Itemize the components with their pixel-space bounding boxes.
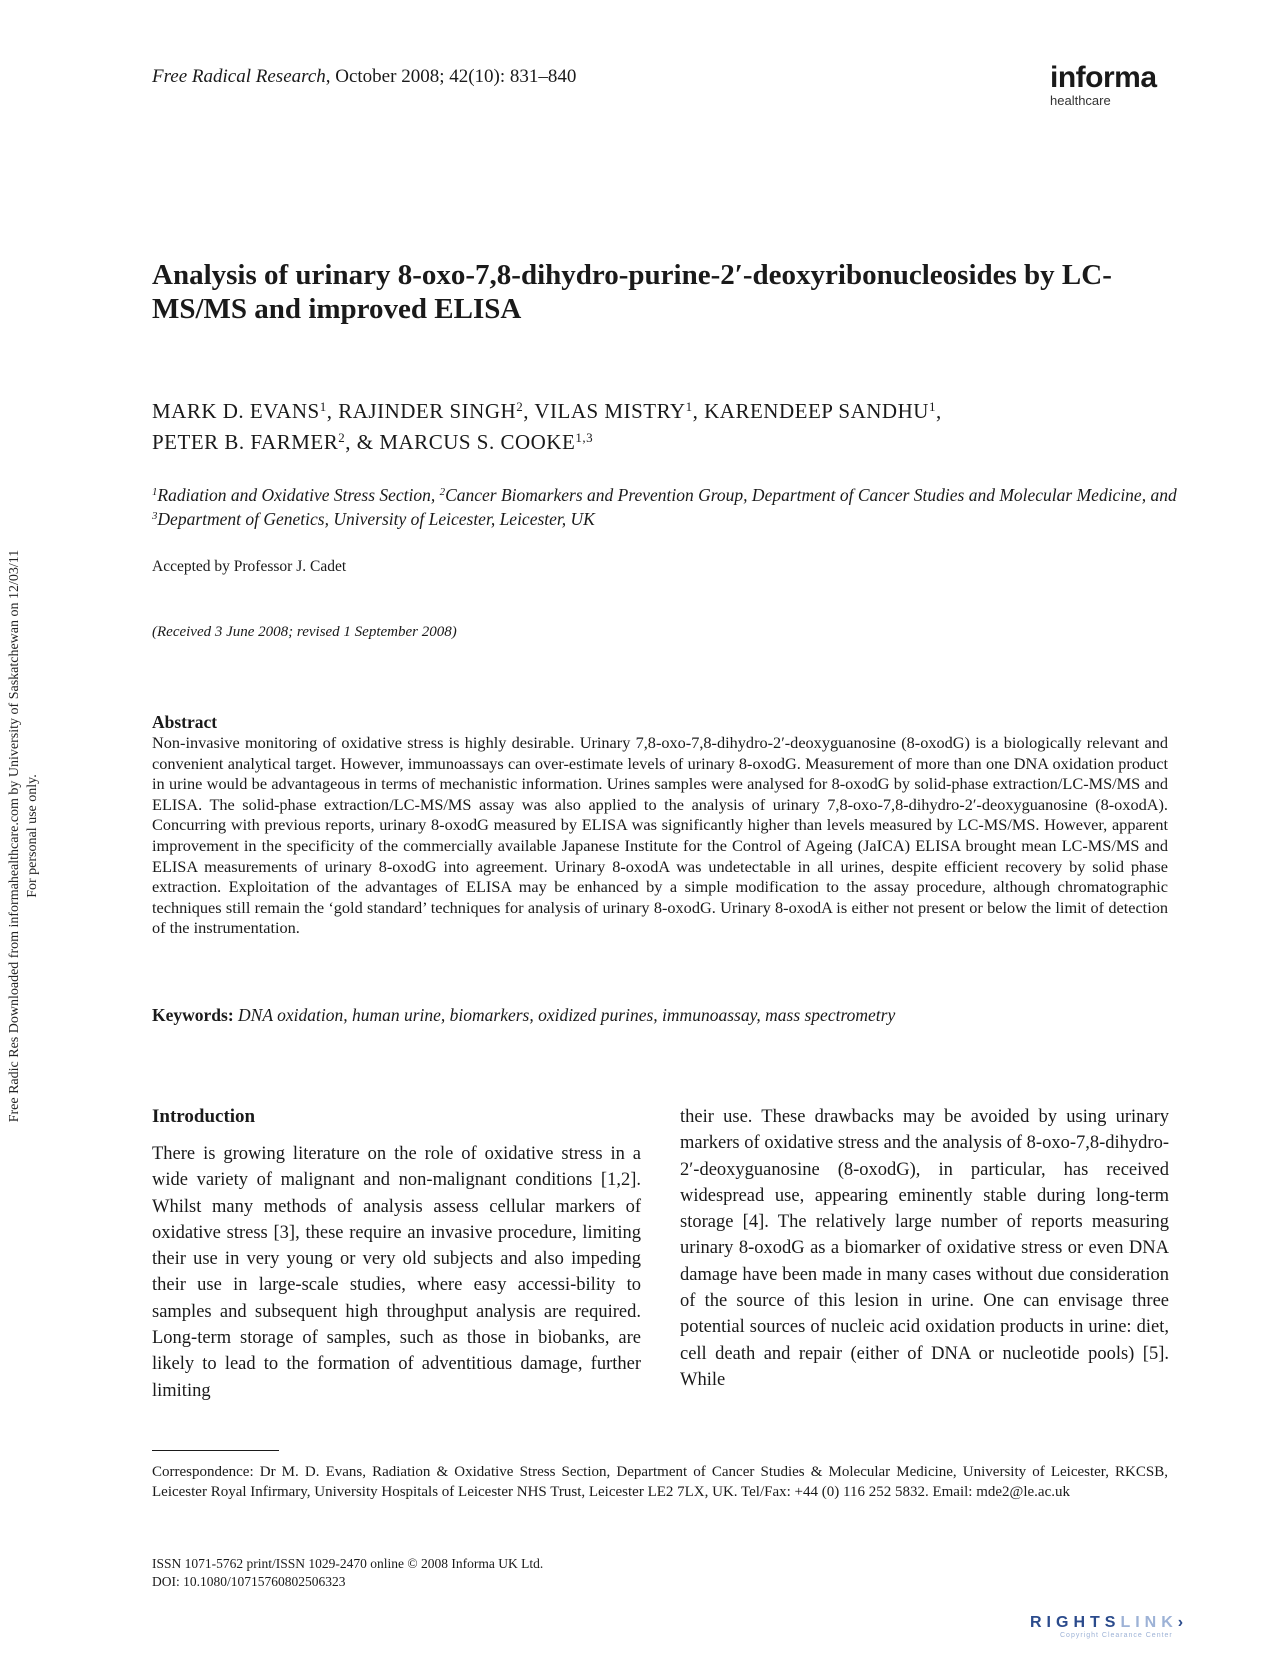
author-affil-sup: 1 [319,398,327,414]
author-affil-sup: 2 [516,398,524,414]
watermark-line-1: Free Radic Res Downloaded from informahealthcare.com by University of Saskatchewan on 12/03/11 [7,549,22,1123]
keywords [152,1005,895,1026]
rightslink-light: LINK [1120,1614,1178,1631]
keywords-text: DNA oxidation, human urine, biomarkers, oxidized purines, immunoassay, mass spectrometry [238,1005,896,1025]
abstract-heading: Abstract [152,712,218,732]
correspondence-footnote: Correspondence: Dr M. D. Evans, Radiation & Oxidative Stress Section, Department of Cancer Studies & Molecular Medicine, University of Leicester, RKCSB, Leicester Royal Infirmary, University Hospitals of Leicester NHS Trust, Leicester LE2 7LX, UK. Tel/Fax: +44 (0) 116 252 5832. Email: mde2@le.ac.uk [152,1464,1168,1500]
author-sep: , [523,399,535,423]
author-sep: , & [345,430,380,454]
affil-sup: 2 [439,486,446,499]
author-name: MARCUS S. COOKE [379,430,576,454]
rightslink-dark: RIGHTS [1030,1614,1121,1631]
download-watermark [6,486,50,1186]
author-sep: , [935,399,942,423]
footnote-divider [152,1450,279,1451]
author-name: MARK D. EVANS [152,399,320,423]
logo-sub: healthcare [1050,93,1111,108]
author-affil-sup: 2 [338,429,346,445]
logo-name: informa [1050,61,1157,94]
author-name: KARENDEEP SANDHU [704,399,929,423]
author-sep: , [326,399,339,423]
keywords-label: Keywords: [152,1005,234,1025]
rightslink-wordmark [1030,1614,1269,1632]
author-affil-sup: 1 [928,398,936,414]
affiliations [152,483,1182,531]
affil-sup: 1 [152,486,158,499]
author-sep: , [692,399,705,423]
accepted-by: Accepted by Professor J. Cadet [152,558,347,575]
journal-issue: , October 2008; 42(10): 831–840 [325,66,577,87]
affil-sup: 3 [152,510,158,523]
issn-line: ISSN 1071-5762 print/ISSN 1029-2470 online © 2008 Informa UK Ltd. [152,1556,544,1571]
author-name: VILAS MISTRY [534,399,686,423]
introduction-column-1: There is growing literature on the role of oxidative stress in a wide variety of malignant and non-malignant conditions [1,2]. Whilst many methods of analysis assess cellular markers of oxidative stress [3], these require an invasive procedure, limiting their use in very young or very old subjects and also impeding their use in large-scale studies, where easy accessi-bility to samples and subsequent high throughput analysis are required. Long-term storage of samples, such as those in biobanks, are likely to lead to the formation of adventitious damage, further limiting [152,1144,641,1401]
author-affil-sup: 1,3 [575,429,594,445]
watermark-line-2: For personal use only. [25,774,40,898]
affiliation-2: Cancer Biomarkers and Prevention Group, Department of Cancer Studies and Molecular Medicine, and [445,485,1177,505]
doi-line: DOI: 10.1080/10715760802506323 [152,1574,346,1589]
journal-citation [152,66,576,88]
author-list [152,396,1182,458]
affiliation-1: Radiation and Oxidative Stress Section, [157,485,440,505]
introduction-heading: Introduction [152,1106,256,1127]
author-affil-sup: 1 [685,398,693,414]
abstract-text: Non-invasive monitoring of oxidative stress is highly desirable. Urinary 7,8-oxo-7,8-dihydro-2′-deoxyguanosine (8-oxodG) is a biologically relevant and convenient analytical target. However, immunoassays can over-estimate levels of urinary 8-oxodG. Measurement of more than one DNA oxidation product in urine would be advantageous in terms of mechanistic information. Urines samples were analysed for 8-oxodG by solid-phase extraction/LC-MS/MS and ELISA. The solid-phase extraction/LC-MS/MS assay was also applied to the analysis of urinary 7,8-oxo-7,8-dihydro-2′-deoxyguanosine (8-oxodA). Concurring with previous reports, urinary 8-oxodG measured by ELISA was significantly higher than levels measured by LC-MS/MS. However, apparent improvement in the specificity of the commercially available Japanese Institute for the Control of Ageing (JaICA) ELISA brought mean LC-MS/MS and ELISA measurements of urinary 8-oxodG into agreement. Urinary 8-oxodA was undetectable in all urines, despite efficient recovery by solid phase extraction. Exploitation of the advantages of ELISA may be enhanced by a simple modification to the assay procedure, although chromatographic techniques still remain the ‘gold standard’ techniques for analysis of urinary 8-oxodG. Urinary 8-oxodA is either not present or below the limit of detection of the instrumentation. [152,733,1168,938]
author-name: PETER B. FARMER [152,430,339,454]
issn-block [152,1555,543,1591]
introduction-column-2: their use. These drawbacks may be avoided by using urinary markers of oxidative stress and the analysis of 8-oxo-7,8-dihydro-2′-deoxyguanosine (8-oxodG), in particular, has received widespread use, appearing eminently stable during long-term storage [4]. The relatively large number of reports measuring urinary 8-oxodG as a biomarker of oxidative stress or even DNA damage have been made in many cases without due consideration of the source of this lesion in urine. One can envisage three potential sources of nucleic acid oxidation products in urine: diet, cell death and repair (either of DNA or nucleotide pools) [5]. While [680,1107,1169,1390]
rightslink-logo[interactable] [1030,1614,1269,1644]
article-title: Analysis of urinary 8-oxo-7,8-dihydro-purine-2′-deoxyribonucleosides by LC-MS/MS and improved ELISA [152,259,1112,325]
author-name: RAJINDER SINGH [338,399,517,423]
publisher-logo [1050,62,1170,108]
affiliation-3: Department of Genetics, University of Leicester, Leicester, UK [157,509,595,529]
received-dates: (Received 3 June 2008; revised 1 September 2008) [152,624,457,640]
journal-name: Free Radical Research [152,66,326,87]
rightslink-arrow-icon: › [1177,1614,1189,1631]
rightslink-sub: Copyright Clearance Center [1060,1632,1173,1639]
